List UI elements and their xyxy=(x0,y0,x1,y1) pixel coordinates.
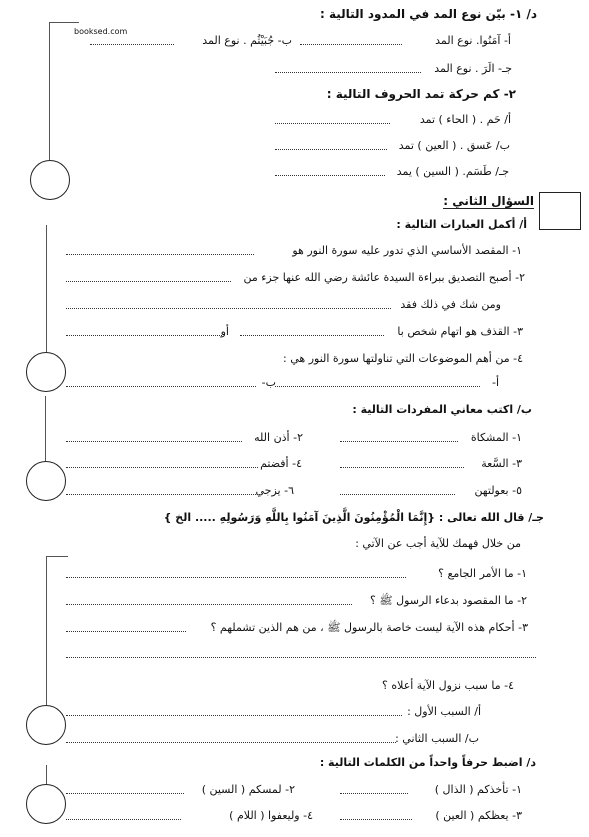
answer-line[interactable] xyxy=(66,467,258,468)
part-intro: من خلال فهمك للآية أجب عن الآتي : xyxy=(355,537,521,550)
fill-item: ١- المقصد الأساسي الذي تدور عليه سورة النور هو xyxy=(292,244,522,257)
answer-line[interactable] xyxy=(275,149,387,150)
margin-line xyxy=(46,556,47,706)
grade-circle xyxy=(26,461,66,501)
answer-line[interactable] xyxy=(340,441,458,442)
question-item: جـ- الَرَ . نوع المد xyxy=(434,62,512,75)
answer-line[interactable] xyxy=(340,793,408,794)
answer-line[interactable] xyxy=(340,467,464,468)
grade-circle xyxy=(26,352,66,392)
fill-item: ٢- أصبح التصديق ببراءة السيدة عائشة رضي الله عنها جزء من xyxy=(243,271,525,284)
question-item: أ/ حَم . ( الحاء ) تمد xyxy=(419,113,511,126)
vowel-item: ١- تأخذكم ( الذال ) xyxy=(434,783,522,796)
part-heading: أ/ أكمل العبارات التالية : xyxy=(396,218,527,231)
vocab-word: ٥- بعولتهن xyxy=(474,484,522,497)
answer-line[interactable] xyxy=(66,494,262,495)
part-heading: د/ اضبط حرفاً واحداً من الكلمات التالية : xyxy=(319,756,536,769)
fill-item: ٣- القذف هو اتهام شخص با xyxy=(397,325,523,338)
comprehension-question: ٣- أحكام هذه الآية ليست خاصة بالرسول ﷺ ، من هم الذين تشملهم ؟ xyxy=(210,621,528,634)
answer-line[interactable] xyxy=(275,123,390,124)
vocab-word: ٦- يزجي xyxy=(255,484,294,497)
question-item: ب/ عَسق . ( العين ) تمد xyxy=(398,139,510,152)
answer-line[interactable] xyxy=(66,577,406,578)
answer-line[interactable] xyxy=(240,335,384,336)
vowel-item: ٣- يعظكم ( العين ) xyxy=(435,809,522,822)
vocab-word: ١- المشكاة xyxy=(470,431,522,444)
answer-line[interactable] xyxy=(66,386,256,387)
question-item: جـ/ طَسَم. ( السين ) يمد xyxy=(396,165,509,178)
answer-line[interactable] xyxy=(66,254,254,255)
margin-line xyxy=(46,765,47,785)
answer-line[interactable] xyxy=(90,44,174,45)
answer-line[interactable] xyxy=(66,819,181,820)
answer-line[interactable] xyxy=(275,72,421,73)
vocab-word: ٣- السَّعة xyxy=(481,457,522,470)
answer-line[interactable] xyxy=(340,819,412,820)
answer-line[interactable] xyxy=(66,441,242,442)
fill-item: أ- xyxy=(491,376,499,389)
watermark: booksed.com xyxy=(74,27,128,36)
answer-line[interactable] xyxy=(66,742,396,743)
comprehension-question: ١- ما الأمر الجامع ؟ xyxy=(438,567,527,580)
fill-item: أو xyxy=(220,325,229,338)
answer-line[interactable] xyxy=(66,335,222,336)
margin-line xyxy=(49,22,50,160)
comprehension-question: ٤- ما سبب نزول الآية أعلاه ؟ xyxy=(382,679,514,692)
answer-line[interactable] xyxy=(300,44,402,45)
part-heading: ب/ اكتب معاني المفردات التالية : xyxy=(352,403,532,416)
comprehension-question: أ/ السبب الأول : xyxy=(407,705,481,718)
comprehension-question: ب/ السبب الثاني : xyxy=(395,732,479,745)
grade-box xyxy=(539,192,581,230)
margin-line xyxy=(49,22,79,23)
fill-item: ومن شك في ذلك فقد xyxy=(400,298,501,311)
answer-line[interactable] xyxy=(66,308,391,309)
question-item: أ- آمَنُوا. نوع المد xyxy=(435,34,511,47)
comprehension-question: ٢- ما المقصود بدعاء الرسول ﷺ ؟ xyxy=(370,594,527,607)
answer-line[interactable] xyxy=(66,631,186,632)
fill-item: ب- xyxy=(261,376,276,389)
grade-circle xyxy=(26,784,66,824)
question-item: ب- جُبَيْثُم . نوع المد xyxy=(202,34,292,47)
margin-line xyxy=(46,556,68,557)
vowel-item: ٤- وليعفوا ( اللام ) xyxy=(229,809,313,822)
section-title: السؤال الثاني : xyxy=(443,194,534,208)
grade-circle xyxy=(30,160,70,200)
question-heading: د/ ١- بيّن نوع المد في المدود التالية : xyxy=(319,7,537,21)
part-heading: جـ/ قال الله تعالى : {إِنَّمَا الْمُؤْمِنُونَ الَّذِينَ آمَنُوا بِاللَّهِ وَرَسُولِهِ ..... الخ } xyxy=(163,511,544,524)
answer-line[interactable] xyxy=(66,281,231,282)
answer-line[interactable] xyxy=(66,657,536,658)
margin-line xyxy=(45,396,46,462)
vocab-word: ٢- أذن الله xyxy=(254,431,303,444)
answer-line[interactable] xyxy=(275,386,480,387)
fill-item: ٤- من أهم الموضوعات التي تناولتها سورة النور هي : xyxy=(283,352,523,365)
question-heading: ٢- كم حركة تمد الحروف التالية : xyxy=(326,87,516,101)
vowel-item: ٢- لمسكم ( السين ) xyxy=(201,783,295,796)
grade-circle xyxy=(26,705,66,745)
answer-line[interactable] xyxy=(275,175,385,176)
answer-line[interactable] xyxy=(340,494,455,495)
answer-line[interactable] xyxy=(66,793,184,794)
margin-line xyxy=(46,225,47,353)
vocab-word: ٤- أفضتم xyxy=(260,457,302,470)
answer-line[interactable] xyxy=(66,715,402,716)
answer-line[interactable] xyxy=(66,604,352,605)
